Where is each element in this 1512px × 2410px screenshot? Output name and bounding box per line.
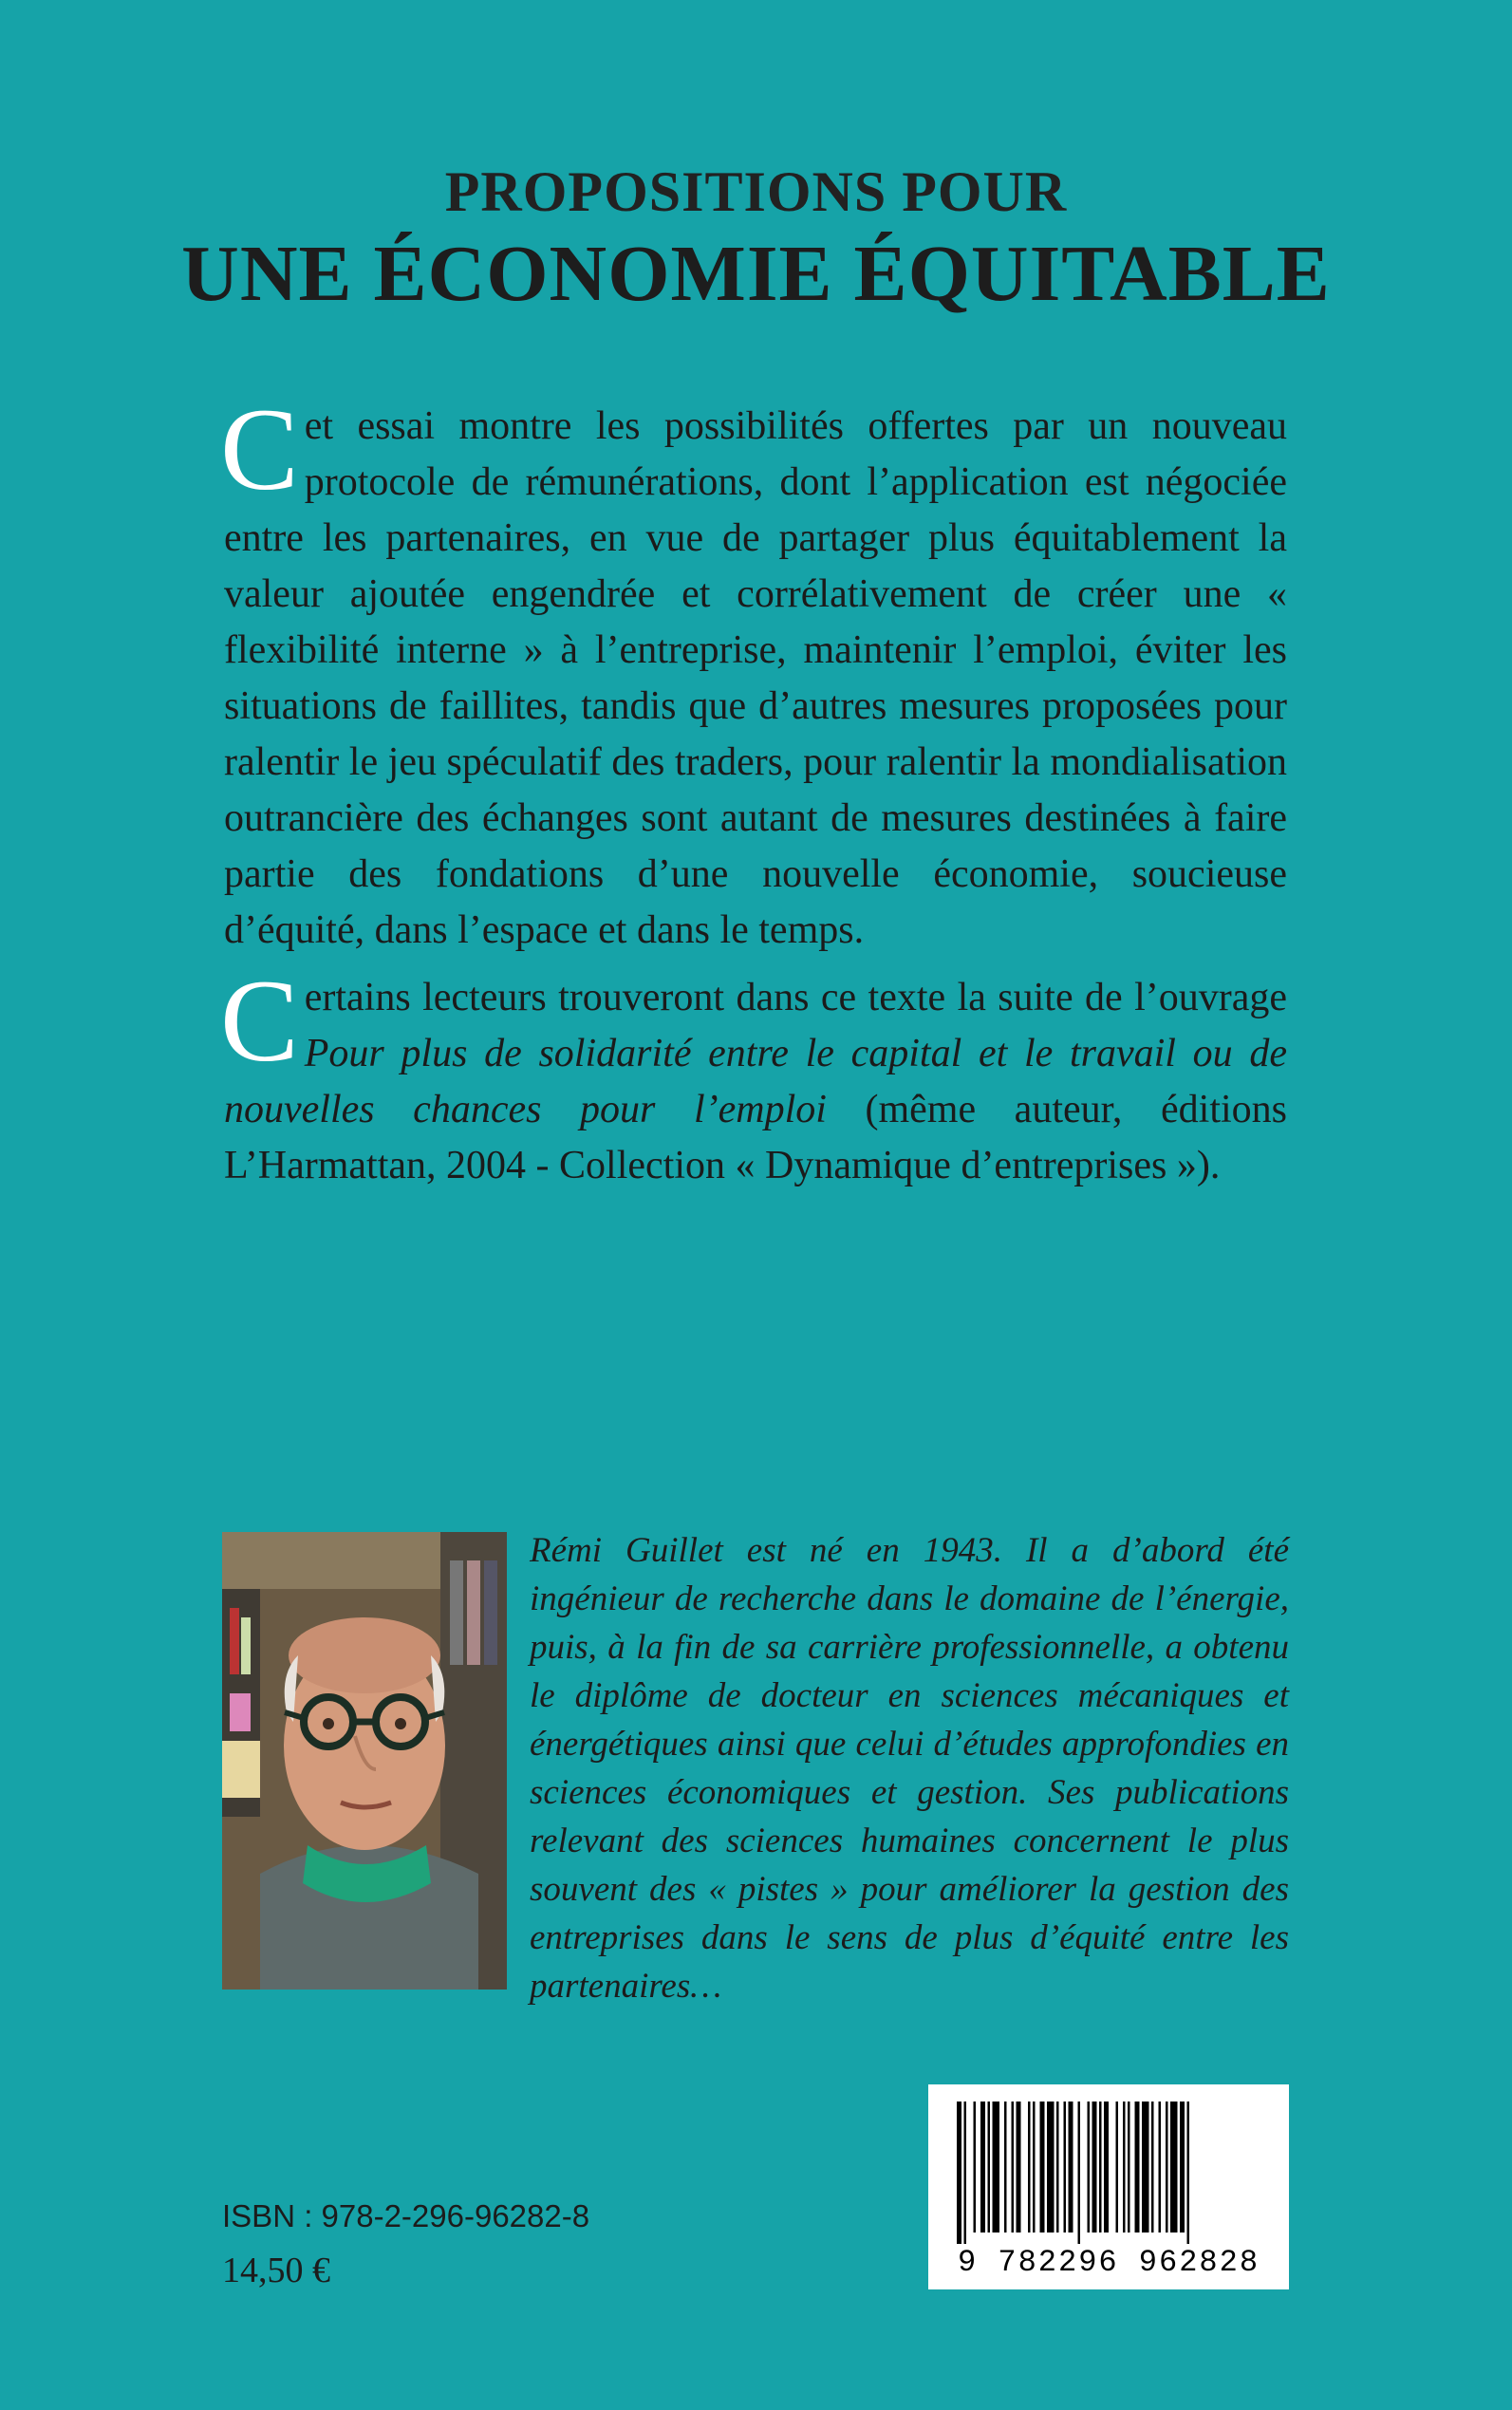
- barcode-bars: [957, 2102, 1189, 2244]
- barcode-bar: [1028, 2102, 1031, 2233]
- previous-book-title: Pour plus de solidarité entre le capital et le travail ou de nouvelles chances pour l’emploi: [224, 1032, 1287, 1131]
- barcode-bar: [1064, 2102, 1067, 2233]
- barcode-bar: [974, 2102, 977, 2233]
- title-line-1: PROPOSITIONS POUR: [444, 160, 1068, 223]
- dropcap-2: C: [220, 956, 299, 1086]
- barcode-bar: [1092, 2102, 1097, 2233]
- barcode-bar: [1180, 2102, 1185, 2233]
- isbn-number: ISBN : 978-2-296-96282-8: [222, 2198, 590, 2233]
- barcode-bar: [1159, 2102, 1162, 2233]
- barcode-bar: [1128, 2102, 1130, 2233]
- author-photo-illustration: [222, 1532, 507, 1990]
- barcode-bar: [1040, 2102, 1045, 2233]
- barcode-bar: [1116, 2102, 1119, 2233]
- barcode-bar: [1142, 2102, 1149, 2233]
- summary-paragraph-2: [220, 956, 1288, 1194]
- price: 14,50 €: [222, 2251, 330, 2290]
- barcode-bar: [1012, 2102, 1015, 2233]
- barcode: [928, 2084, 1289, 2289]
- barcode-bar: [1151, 2102, 1154, 2233]
- author-photo: [222, 1532, 507, 1990]
- summary-paragraph-2-text-after: (même auteur, éditions L’Harmattan, 2004 - Collection « Dynamique d’entreprises »).: [224, 1088, 1288, 1187]
- barcode-bar: [1078, 2102, 1081, 2244]
- barcode-bar: [1088, 2102, 1091, 2233]
- barcode-bar: [1135, 2102, 1140, 2233]
- barcode-bar: [1056, 2102, 1059, 2233]
- barcode-bar: [1123, 2102, 1126, 2233]
- title-line-2: UNE ÉCONOMIE ÉQUITABLE: [181, 230, 1331, 318]
- barcode-bar: [993, 2102, 1000, 2233]
- author-biography: Rémi Guillet est né en 1943. Il a d’abord été ingénieur de recherche dans le domaine de l’énergie, puis, à la fin de sa carrière professionnelle, a obtenu le diplôme de docteur en sciences mécaniques et énergétiques ainsi que celui d’études approfondies en sciences économiques et gestion. Ses publications relevant des sciences humaines concernent le plus souvent des « pistes » pour améliorer la gestion des entreprises dans le sens de plus d’équité entre les partenaires…: [530, 1531, 1289, 2006]
- barcode-bar: [988, 2102, 991, 2233]
- barcode-bar: [1187, 2102, 1190, 2244]
- summary-paragraph-1: [220, 384, 1287, 959]
- barcode-bar: [1099, 2102, 1102, 2233]
- barcode-bar: [1017, 2102, 1021, 2233]
- summary-paragraph-2-text-before: ertains lecteurs trouveront dans ce texte la suite de l’ouvrage: [304, 976, 1287, 1019]
- barcode-bar: [1004, 2102, 1007, 2233]
- barcode-bar: [1047, 2102, 1055, 2233]
- barcode-bar: [1104, 2102, 1109, 2233]
- barcode-bar: [980, 2102, 985, 2233]
- barcode-bar: [957, 2102, 961, 2244]
- summary-paragraph-1-text: et essai montre les possibilités offertes par un nouveau protocole de rémunérations, dont l’application est négociée entre les partenaires, en vue de partager plus équitablement la valeur ajoutée engendrée et corrélativement de créer une « flexibilité interne » à l’entreprise, maintenir l’emploi, éviter les situations de faillites, tandis que d’autres mesures proposées pour ralentir le jeu spéculatif des traders, pour ralentir la mondialisation outrancière des échanges sont autant de mesures destinées à faire partie des fondations d’une nouvelle économie, soucieuse d’équité, dans l’espace et dans le temps.: [224, 404, 1287, 952]
- barcode-graphic: [928, 2084, 1289, 2289]
- barcode-bar: [1069, 2102, 1073, 2233]
- barcode-digits: 9 782296 962828: [957, 2245, 1260, 2280]
- barcode-bar: [964, 2102, 967, 2244]
- dropcap-1: C: [220, 384, 299, 514]
- summary-text: [220, 384, 1288, 1205]
- barcode-bar: [1033, 2102, 1036, 2233]
- barcode-bar: [1170, 2102, 1178, 2233]
- barcode-bar: [1166, 2102, 1168, 2233]
